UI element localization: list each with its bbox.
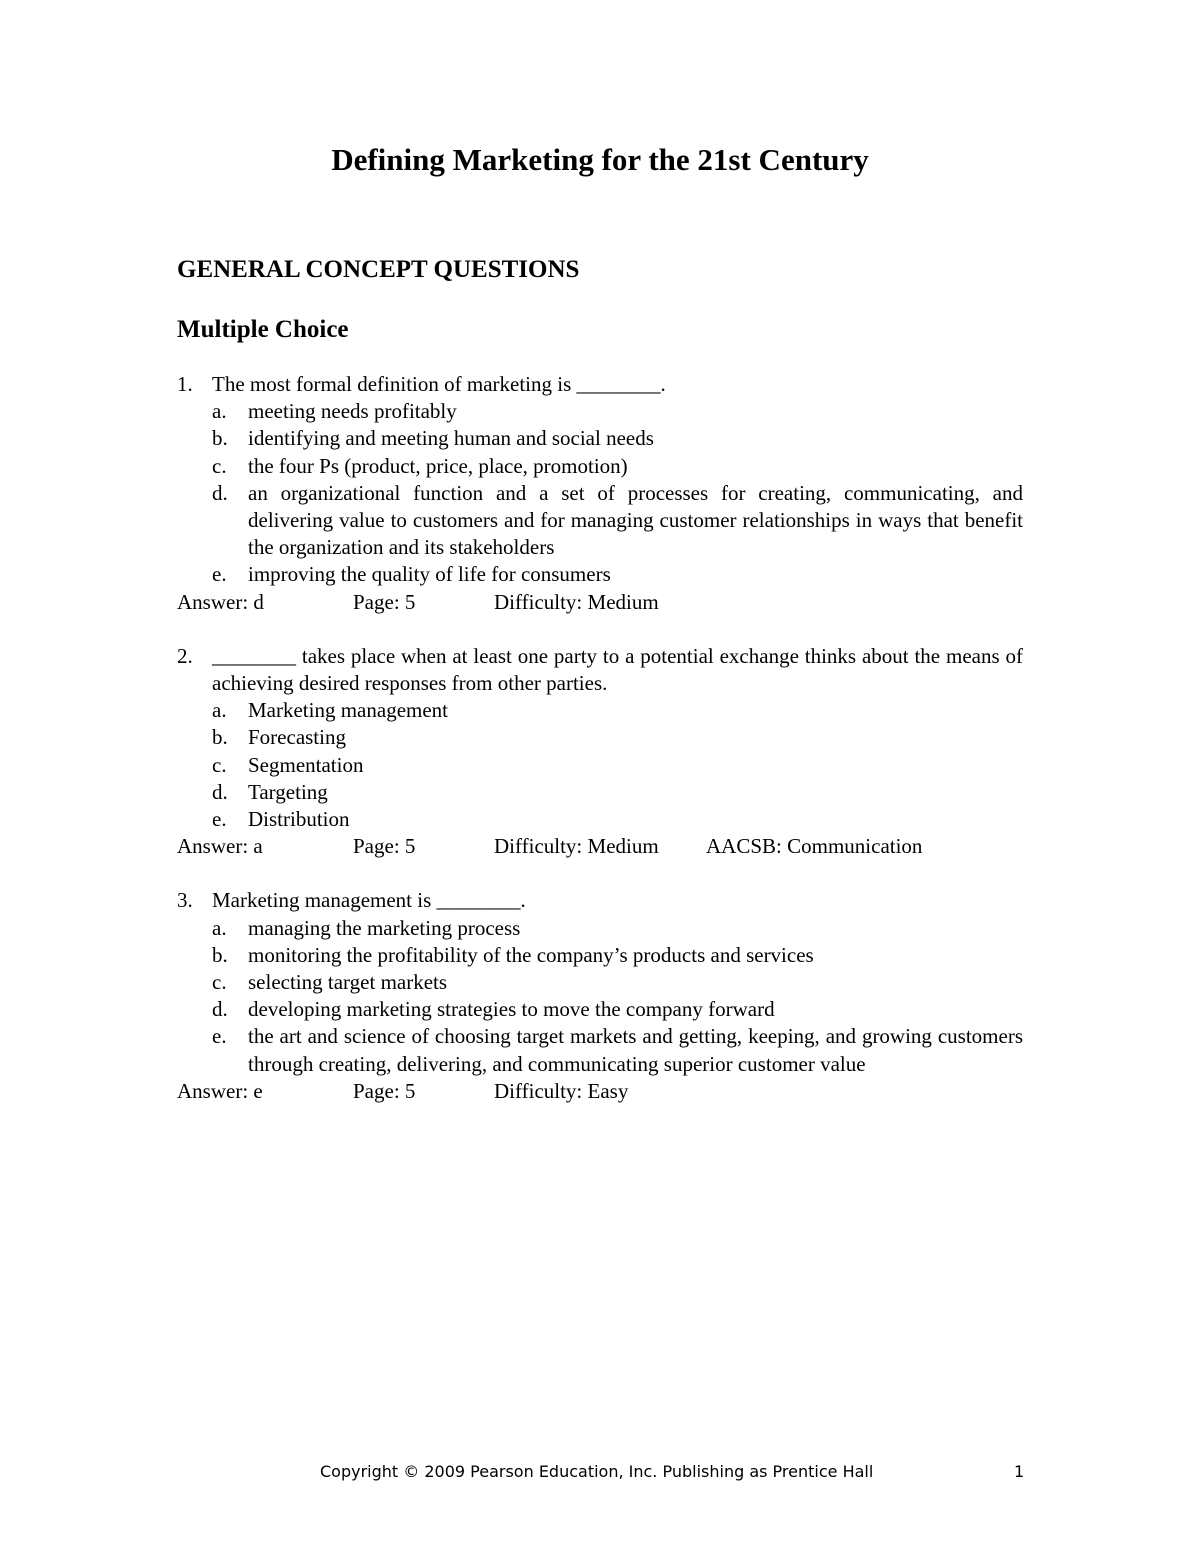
option-d: [212, 779, 1023, 806]
option-letter: a.: [212, 915, 227, 940]
option-letter: b.: [212, 426, 228, 451]
option-letter: a.: [212, 698, 227, 723]
option-text: an organizational function and a set of processes for creating, communicating, and delivering value to customers and for managing customer relationships in ways that benefit the organization and its stakeholders: [248, 480, 1023, 560]
option-text: Forecasting: [248, 725, 346, 750]
option-d: [212, 996, 1023, 1023]
question-stem: [177, 643, 1023, 697]
option-e: [212, 1023, 1023, 1077]
page-label: Page: 5: [353, 589, 416, 614]
option-list: [177, 398, 1023, 588]
question-text: ________ takes place when at least one party to a potential exchange thinks about the means of achieving desired responses from other parties.: [212, 643, 1023, 696]
option-a: [212, 915, 1023, 942]
option-c: [212, 969, 1023, 996]
question-3: [177, 887, 1023, 1105]
question-stem: [177, 887, 1023, 914]
option-text: monitoring the profitability of the company’s products and services: [248, 942, 814, 967]
option-text: meeting needs profitably: [248, 399, 457, 424]
option-letter: e.: [212, 807, 227, 832]
option-list: [177, 915, 1023, 1078]
option-text: Marketing management: [248, 698, 449, 723]
option-text: Targeting: [248, 779, 328, 804]
option-e: [212, 806, 1023, 833]
answer-meta: [177, 589, 1023, 616]
answer-meta: [177, 833, 1023, 860]
option-text: identifying and meeting human and social needs: [248, 426, 654, 451]
question-2: [177, 643, 1023, 861]
option-letter: b.: [212, 725, 228, 750]
difficulty-label: Difficulty: Medium: [494, 589, 659, 614]
option-b: [212, 942, 1023, 969]
option-text: developing marketing strategies to move the company forward: [248, 997, 775, 1022]
option-text: managing the marketing process: [248, 915, 521, 940]
question-1: [177, 371, 1023, 616]
option-a: [212, 398, 1023, 425]
question-number: 2.: [177, 643, 193, 668]
option-letter: e.: [212, 562, 227, 587]
page-title: Defining Marketing for the 21st Century: [331, 142, 869, 177]
difficulty-label: Difficulty: Easy: [494, 1078, 629, 1103]
difficulty-label: Difficulty: Medium: [494, 834, 659, 859]
option-letter: a.: [212, 399, 227, 424]
question-text: Marketing management is ________.: [212, 888, 526, 913]
option-letter: c.: [212, 453, 227, 478]
option-letter: d.: [212, 997, 228, 1022]
option-b: [212, 724, 1023, 751]
option-letter: d.: [212, 779, 228, 804]
option-c: [212, 752, 1023, 779]
option-b: [212, 425, 1023, 452]
question-text: The most formal definition of marketing is ________.: [212, 372, 666, 396]
option-letter: e.: [212, 1024, 227, 1049]
copyright-notice: Copyright © 2009 Pearson Education, Inc. Publishing as Prentice Hall: [320, 1462, 874, 1481]
page-number: 1: [1014, 1462, 1025, 1481]
option-text: selecting target markets: [248, 970, 448, 995]
section-heading: GENERAL CONCEPT QUESTIONS: [177, 256, 580, 283]
option-text: the four Ps (product, price, place, promotion): [248, 453, 628, 478]
question-list: [177, 371, 1023, 1132]
page-label: Page: 5: [353, 834, 416, 859]
question-number: 1.: [177, 372, 193, 396]
option-text: Distribution: [248, 807, 350, 832]
answer-label: Answer: d: [177, 589, 264, 614]
option-letter: c.: [212, 970, 227, 995]
option-text: the art and science of choosing target markets and getting, keeping, and growing customers through creating, delivering, and communicating superior customer value: [248, 1024, 1023, 1076]
option-e: [212, 561, 1023, 588]
option-letter: b.: [212, 942, 228, 967]
option-letter: d.: [212, 480, 228, 505]
option-text: Segmentation: [248, 752, 364, 777]
option-c: [212, 453, 1023, 480]
answer-label: Answer: e: [177, 1078, 263, 1103]
option-text: improving the quality of life for consumers: [248, 562, 611, 587]
sub-heading: Multiple Choice: [177, 316, 349, 343]
question-number: 3.: [177, 888, 193, 913]
aacsb-label: AACSB: Communication: [706, 834, 923, 859]
option-d: [212, 480, 1023, 562]
option-a: [212, 697, 1023, 724]
answer-meta: [177, 1078, 1023, 1105]
question-stem: [177, 371, 1023, 398]
option-list: [177, 697, 1023, 833]
option-letter: c.: [212, 752, 227, 777]
page-label: Page: 5: [353, 1078, 416, 1103]
answer-label: Answer: a: [177, 834, 263, 859]
